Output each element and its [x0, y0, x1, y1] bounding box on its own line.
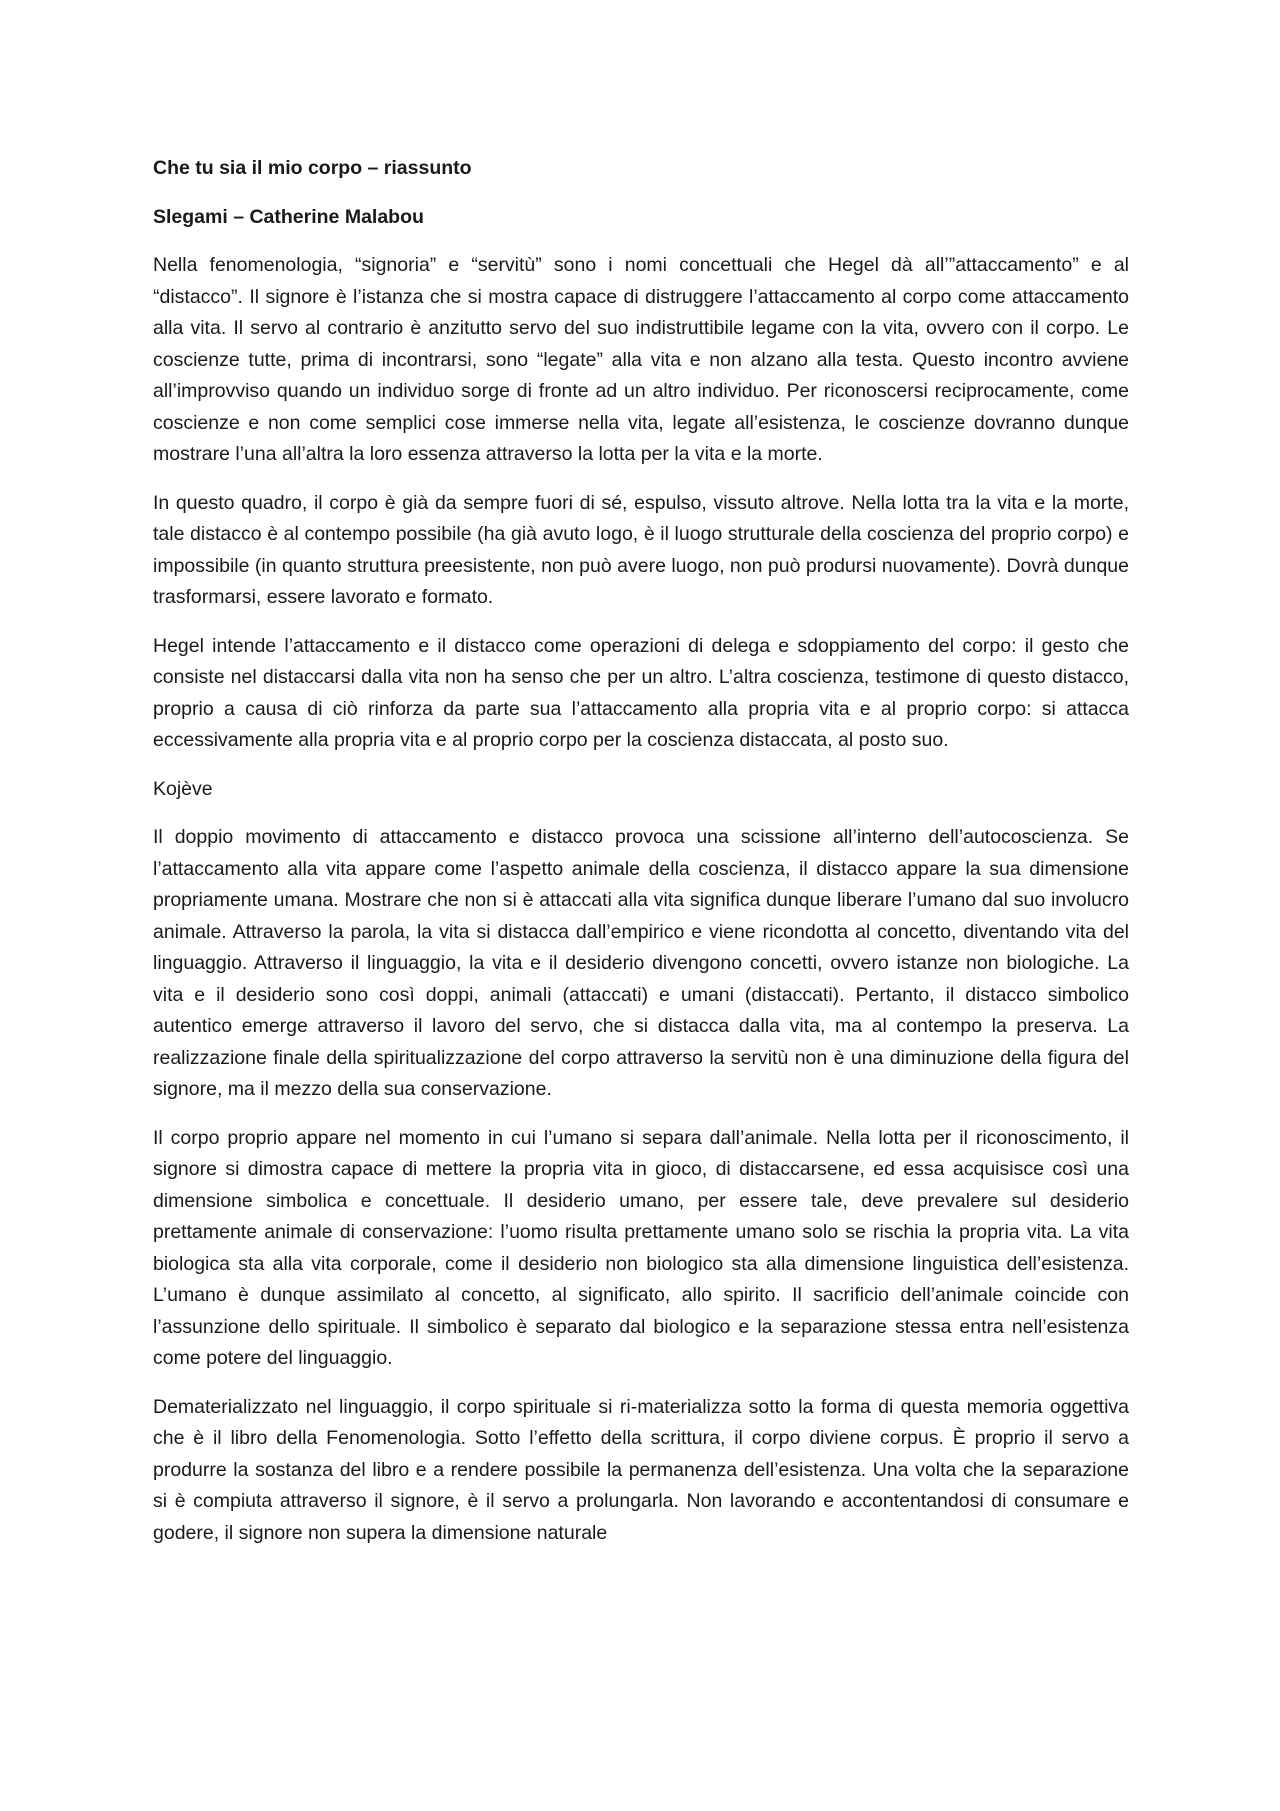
paragraph-corpo-proprio: Il corpo proprio appare nel momento in cui l’umano si separa dall’animale. Nella lotta per il riconoscimento, il signore si dimostra capace di mettere la propria vita in gioco, di distaccarsene, ed essa acquisisce così una dimensione simbolica e concettuale. Il desiderio umano, per essere tale, deve prevalere sul desiderio prettamente animale di conservazione: l’uomo risulta prettamente umano solo se rischia la propria vita. La vita biologica sta alla vita corporale, come il desiderio non biologico sta alla dimensione linguistica dell’esistenza. L’umano è dunque assimilato al concetto, al significato, allo spirito. Il sacrificio dell’animale coincide con l’assunzione dello spirituale. Il simbolico è separato dal biologico e la separazione stessa entra nell’esistenza come potere del linguaggio.: [153, 1126, 1129, 1369]
paragraph-doppio-movimento: Il doppio movimento di attaccamento e distacco provoca una scissione all’interno dell’autocoscienza. Se l’attaccamento alla vita appare come l’aspetto animale della coscienza, il distacco appare la sua dimensione propriamente umana. Mostrare che non si è attaccati alla vita significa dunque liberare l’umano dal suo involucro animale. Attraverso la parola, la vita si distacca dall’empirico e viene ricondotta al concetto, diventando vita del linguaggio. Attraverso il linguaggio, la vita e il desiderio divengono concetti, ovvero istanze non biologiche. La vita e il desiderio sono così doppi, animali (attaccati) e umani (distaccati). Pertanto, il distacco simbolico autentico emerge attraverso il lavoro del servo, che si distacca dalla vita, ma al contempo la preserva. La realizzazione finale della spiritualizzazione del corpo attraverso la servitù non è una diminuzione della figura del signore, ma il mezzo della sua conservazione.: [153, 826, 1129, 1100]
paragraph-quadro-corpo: In questo quadro, il corpo è già da sempre fuori di sé, espulso, vissuto altrove. Nella lotta tra la vita e la morte, tale distacco è al contempo possibile (ha già avuto logo, è il luogo strutturale della coscienza del proprio corpo) e impossibile (in quanto struttura preesistente, non può avere luogo, non può prodursi nuovamente). Dovrà dunque trasformarsi, essere lavorato e formato.: [153, 491, 1129, 608]
paragraph-hegel-delega: Hegel intende l’attaccamento e il distacco come operazioni di delega e sdoppiamento del corpo: il gesto che consiste nel distaccarsi dalla vita non ha senso che per un altro. L’altra coscienza, testimone di questo distacco, proprio a causa di ciò rinforza da parte sua l’attaccamento alla propria vita e al proprio corpo: si attacca eccessivamente alla propria vita e al proprio corpo per la coscienza distaccata, al posto suo.: [153, 634, 1129, 751]
paragraph-dematerializzato: Dematerializzato nel linguaggio, il corpo spirituale si ri-materializza sotto la forma di questa memoria oggettiva che è il libro della Fenomenologia. Sotto l’effetto della scrittura, il corpo diviene corpus. È proprio il servo a produrre la sostanza del libro e a rendere possibile la permanenza dell’esistenza. Una volta che la separazione si è compiuta attraverso il signore, è il servo a prolungarla. Non lavorando e accontentandosi di consumare e godere, il signore non supera la dimensione naturale: [153, 1395, 1129, 1544]
document-subtitle: Slegami – Catherine Malabou: [153, 205, 424, 228]
document-body: [153, 153, 1129, 1566]
section-label-kojeve: Kojève: [153, 777, 213, 800]
document-title: Che tu sia il mio corpo – riassunto: [153, 157, 472, 179]
paragraph-signoria-servitu: Nella fenomenologia, “signoria” e “servitù” sono i nomi concettuali che Hegel dà all’”attaccamento” e al “distacco”. Il signore è l’istanza che si mostra capace di distruggere l’attaccamento al corpo come attaccamento alla vita. Il servo al contrario è anzitutto servo del suo indistruttibile legame con la vita, ovvero con il corpo. Le coscienze tutte, prima di incontrarsi, sono “legate” alla vita e non alzano alla testa. Questo incontro avviene all’improvviso quando un individuo sorge di fronte ad un altro individuo. Per riconoscersi reciprocamente, come coscienze e non come semplici cose immerse nella vita, legate all’esistenza, le coscienze dovranno dunque mostrare l’una all’altra la loro essenza attraverso la lotta per la vita e la morte.: [153, 254, 1129, 465]
